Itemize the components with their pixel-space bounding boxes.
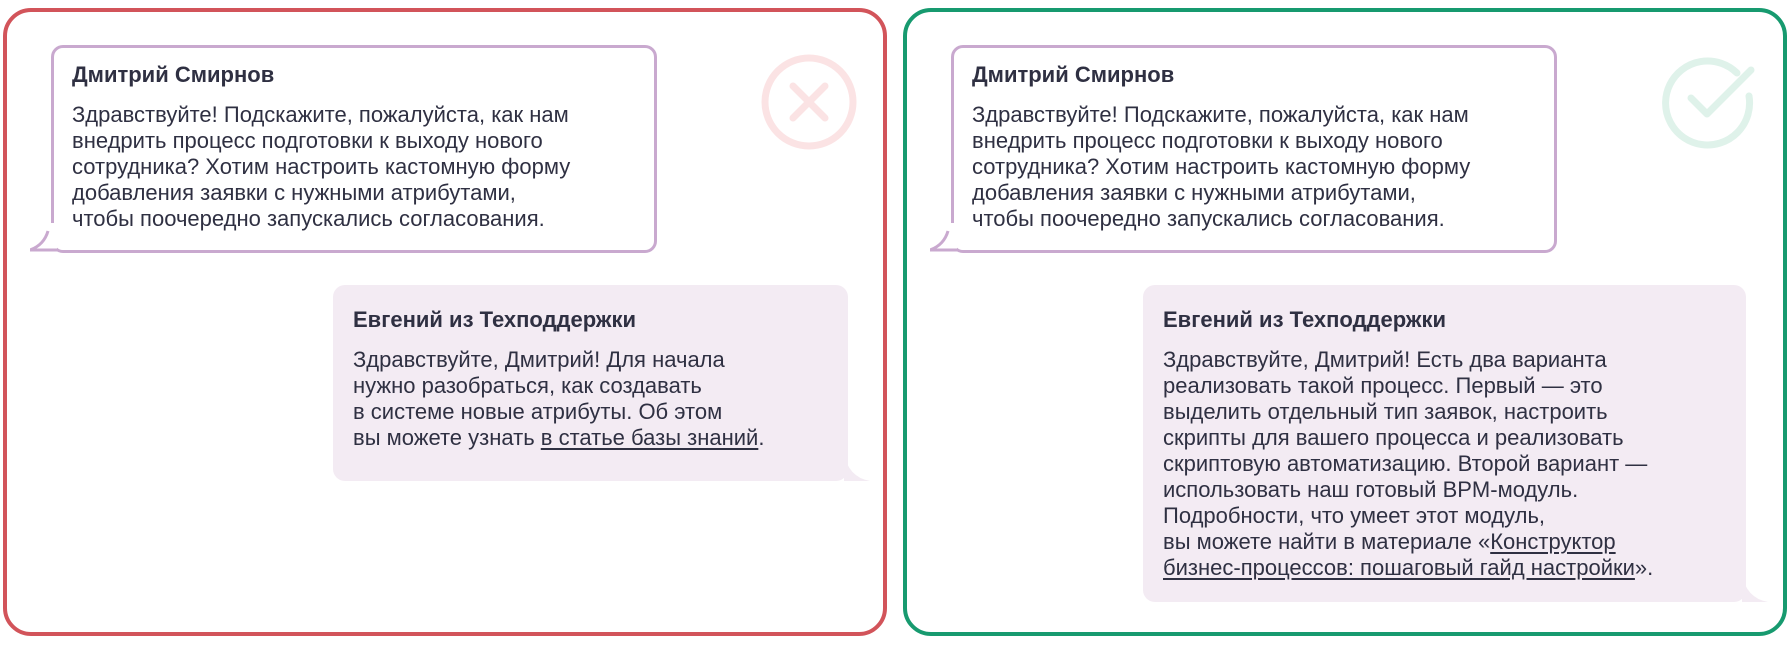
question-author: Дмитрий Смирнов <box>972 62 1175 87</box>
good-example-panel <box>903 8 1787 636</box>
customer-question-bubble <box>51 45 657 253</box>
bubble-tail <box>30 223 60 253</box>
customer-question-bubble <box>951 45 1557 253</box>
answer-author: Евгений из Техподдержки <box>353 307 637 332</box>
question-text: Здравствуйте! Подскажите, пожалуйста, как нам внедрить процесс подготовки к выходу нового сотрудника? Хотим настроить кастомную форму добавления заявки с нужными атрибутами, чтобы поочередно запускались согласования. <box>72 102 571 231</box>
answer-author: Евгений из Техподдержки <box>1163 307 1447 332</box>
answer-text: Здравствуйте, Дмитрий! Для начала нужно разобраться, как создавать в системе новые атрибуты. Об этом вы можете узнать в статье базы знаний. <box>353 347 765 450</box>
support-answer-bubble <box>333 285 848 481</box>
bubble-tail <box>930 223 960 253</box>
support-answer-bubble <box>1143 285 1746 602</box>
question-author: Дмитрий Смирнов <box>72 62 275 87</box>
question-text: Здравствуйте! Подскажите, пожалуйста, как нам внедрить процесс подготовки к выходу нового сотрудника? Хотим настроить кастомную форму добавления заявки с нужными атрибутами, чтобы поочередно запускались согласования. <box>972 102 1471 231</box>
answer-text: Здравствуйте, Дмитрий! Есть два варианта реализовать такой процесс. Первый — это выделить отдельный тип заявок, настроить скрипты для вашего процесса и реализовать скриптовую автоматизацию. Второй вариант — использовать наш готовый BPM-модуль. Подробности, что умеет этот модуль, вы можете найти в материале «Конструктор бизнес-процессов: пошаговый гайд настройки». <box>1163 347 1654 580</box>
bpm-guide-link[interactable]: Конструктор бизнес-процессов: пошаговый гайд настройки <box>1163 529 1635 580</box>
bad-example-panel <box>3 8 887 636</box>
cross-circle-icon <box>759 52 859 152</box>
bubble-tail <box>1742 574 1768 602</box>
check-circle-icon <box>1659 52 1759 152</box>
knowledge-base-link[interactable]: в статье базы знаний <box>540 425 759 450</box>
bubble-tail <box>844 453 870 481</box>
